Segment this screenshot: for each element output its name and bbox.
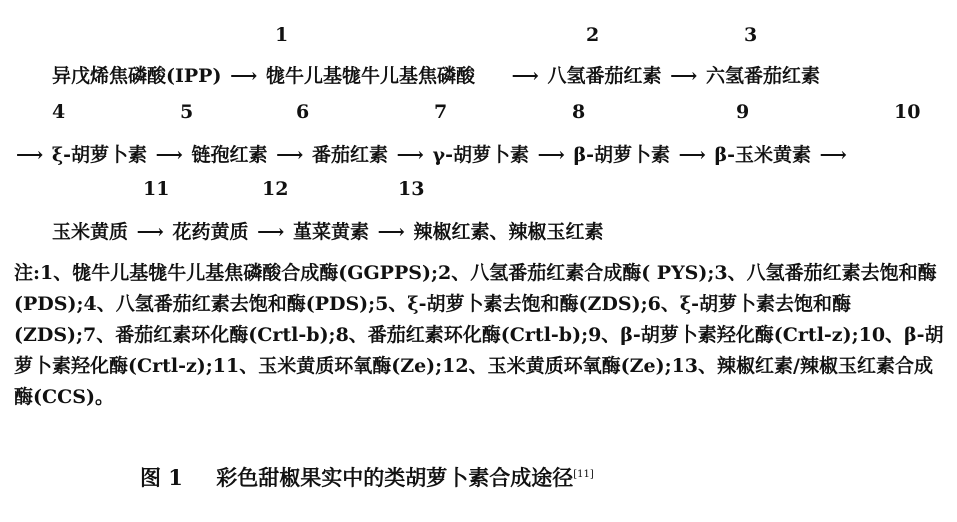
node-beta-cryptoxanthin: β-玉米黄素 <box>714 144 812 166</box>
node-violaxanthin: 堇菜黄素 <box>293 221 370 243</box>
arrow-icon: ⟶ <box>230 65 258 87</box>
node-lycopene: 番茄红素 <box>312 144 389 166</box>
node-zeaxanthin: 玉米黄质 <box>52 221 129 243</box>
node-neurosporene: 链孢红素 <box>191 144 268 166</box>
step-number-11: 11 <box>143 178 170 200</box>
arrow-icon: ⟶ <box>537 144 565 166</box>
node-phytofluene: 六氢番茄红素 <box>705 65 820 87</box>
step-number-3: 3 <box>744 24 758 46</box>
step-number-5: 5 <box>180 101 194 123</box>
arrow-icon: ⟶ <box>257 221 285 243</box>
figure-title: 彩色甜椒果实中的类胡萝卜素合成途径 <box>216 465 574 490</box>
pathway-row-1 <box>52 61 820 88</box>
arrow-icon: ⟶ <box>678 144 706 166</box>
step-number-7: 7 <box>434 101 448 123</box>
node-capsanthin-capsorubin: 辣椒红素、辣椒玉红素 <box>413 221 604 243</box>
step-number-9: 9 <box>736 101 750 123</box>
arrow-icon: ⟶ <box>377 221 405 243</box>
node-antheraxanthin: 花药黄质 <box>172 221 249 243</box>
step-number-8: 8 <box>572 101 586 123</box>
step-number-2: 2 <box>586 24 600 46</box>
node-ggpp: 牻牛儿基牻牛儿基焦磷酸 <box>265 65 475 87</box>
step-number-10: 10 <box>894 101 921 123</box>
node-phytoene: 八氢番茄红素 <box>547 65 662 87</box>
node-ipp: 异戊烯焦磷酸(IPP) <box>52 65 222 87</box>
arrow-icon: ⟶ <box>396 144 424 166</box>
pathway-row-2 <box>14 140 849 167</box>
arrow-icon: ⟶ <box>819 144 847 166</box>
node-zeta-carotene: ξ-胡萝卜素 <box>51 144 148 166</box>
arrow-icon: ⟶ <box>670 65 698 87</box>
arrow-icon: ⟶ <box>276 144 304 166</box>
pathway-row-3 <box>52 217 604 244</box>
step-number-6: 6 <box>296 101 310 123</box>
arrow-icon: ⟶ <box>155 144 183 166</box>
enzyme-notes: 注:1、牻牛儿基牻牛儿基焦磷酸合成酶(GGPPS);2、八氢番茄红素合成酶( PYS);3、八氢番茄红素去饱和酶(PDS);4、八氢番茄红素去饱和酶(PDS);5、ξ-胡萝卜素去饱和酶(ZDS);6、ξ-胡萝卜素去饱和酶(ZDS);7、番茄红素环化酶(Crtl-b);8、番茄红素环化酶(Crtl-b);9、β-胡萝卜素羟化酶(Crtl-z);10、β-胡萝卜素羟化酶(Crtl-z);11、玉米黄质环氧酶(Ze);12、玉米黄质环氧酶(Ze);13、辣椒红素/辣椒玉红素合成酶(CCS)。 <box>14 262 944 408</box>
arrow-icon: ⟶ <box>16 144 44 166</box>
step-number-4: 4 <box>52 101 66 123</box>
step-number-12: 12 <box>262 178 289 200</box>
figure-label: 图 1 <box>140 465 183 490</box>
reference-marker: [11] <box>573 469 594 480</box>
step-number-13: 13 <box>398 178 425 200</box>
figure-caption <box>140 462 594 492</box>
step-number-1: 1 <box>275 24 289 46</box>
arrow-icon: ⟶ <box>136 221 164 243</box>
arrow-icon: ⟶ <box>511 65 539 87</box>
node-beta-carotene: β-胡萝卜素 <box>573 144 670 166</box>
node-gamma-carotene: γ-胡萝卜素 <box>432 144 529 166</box>
